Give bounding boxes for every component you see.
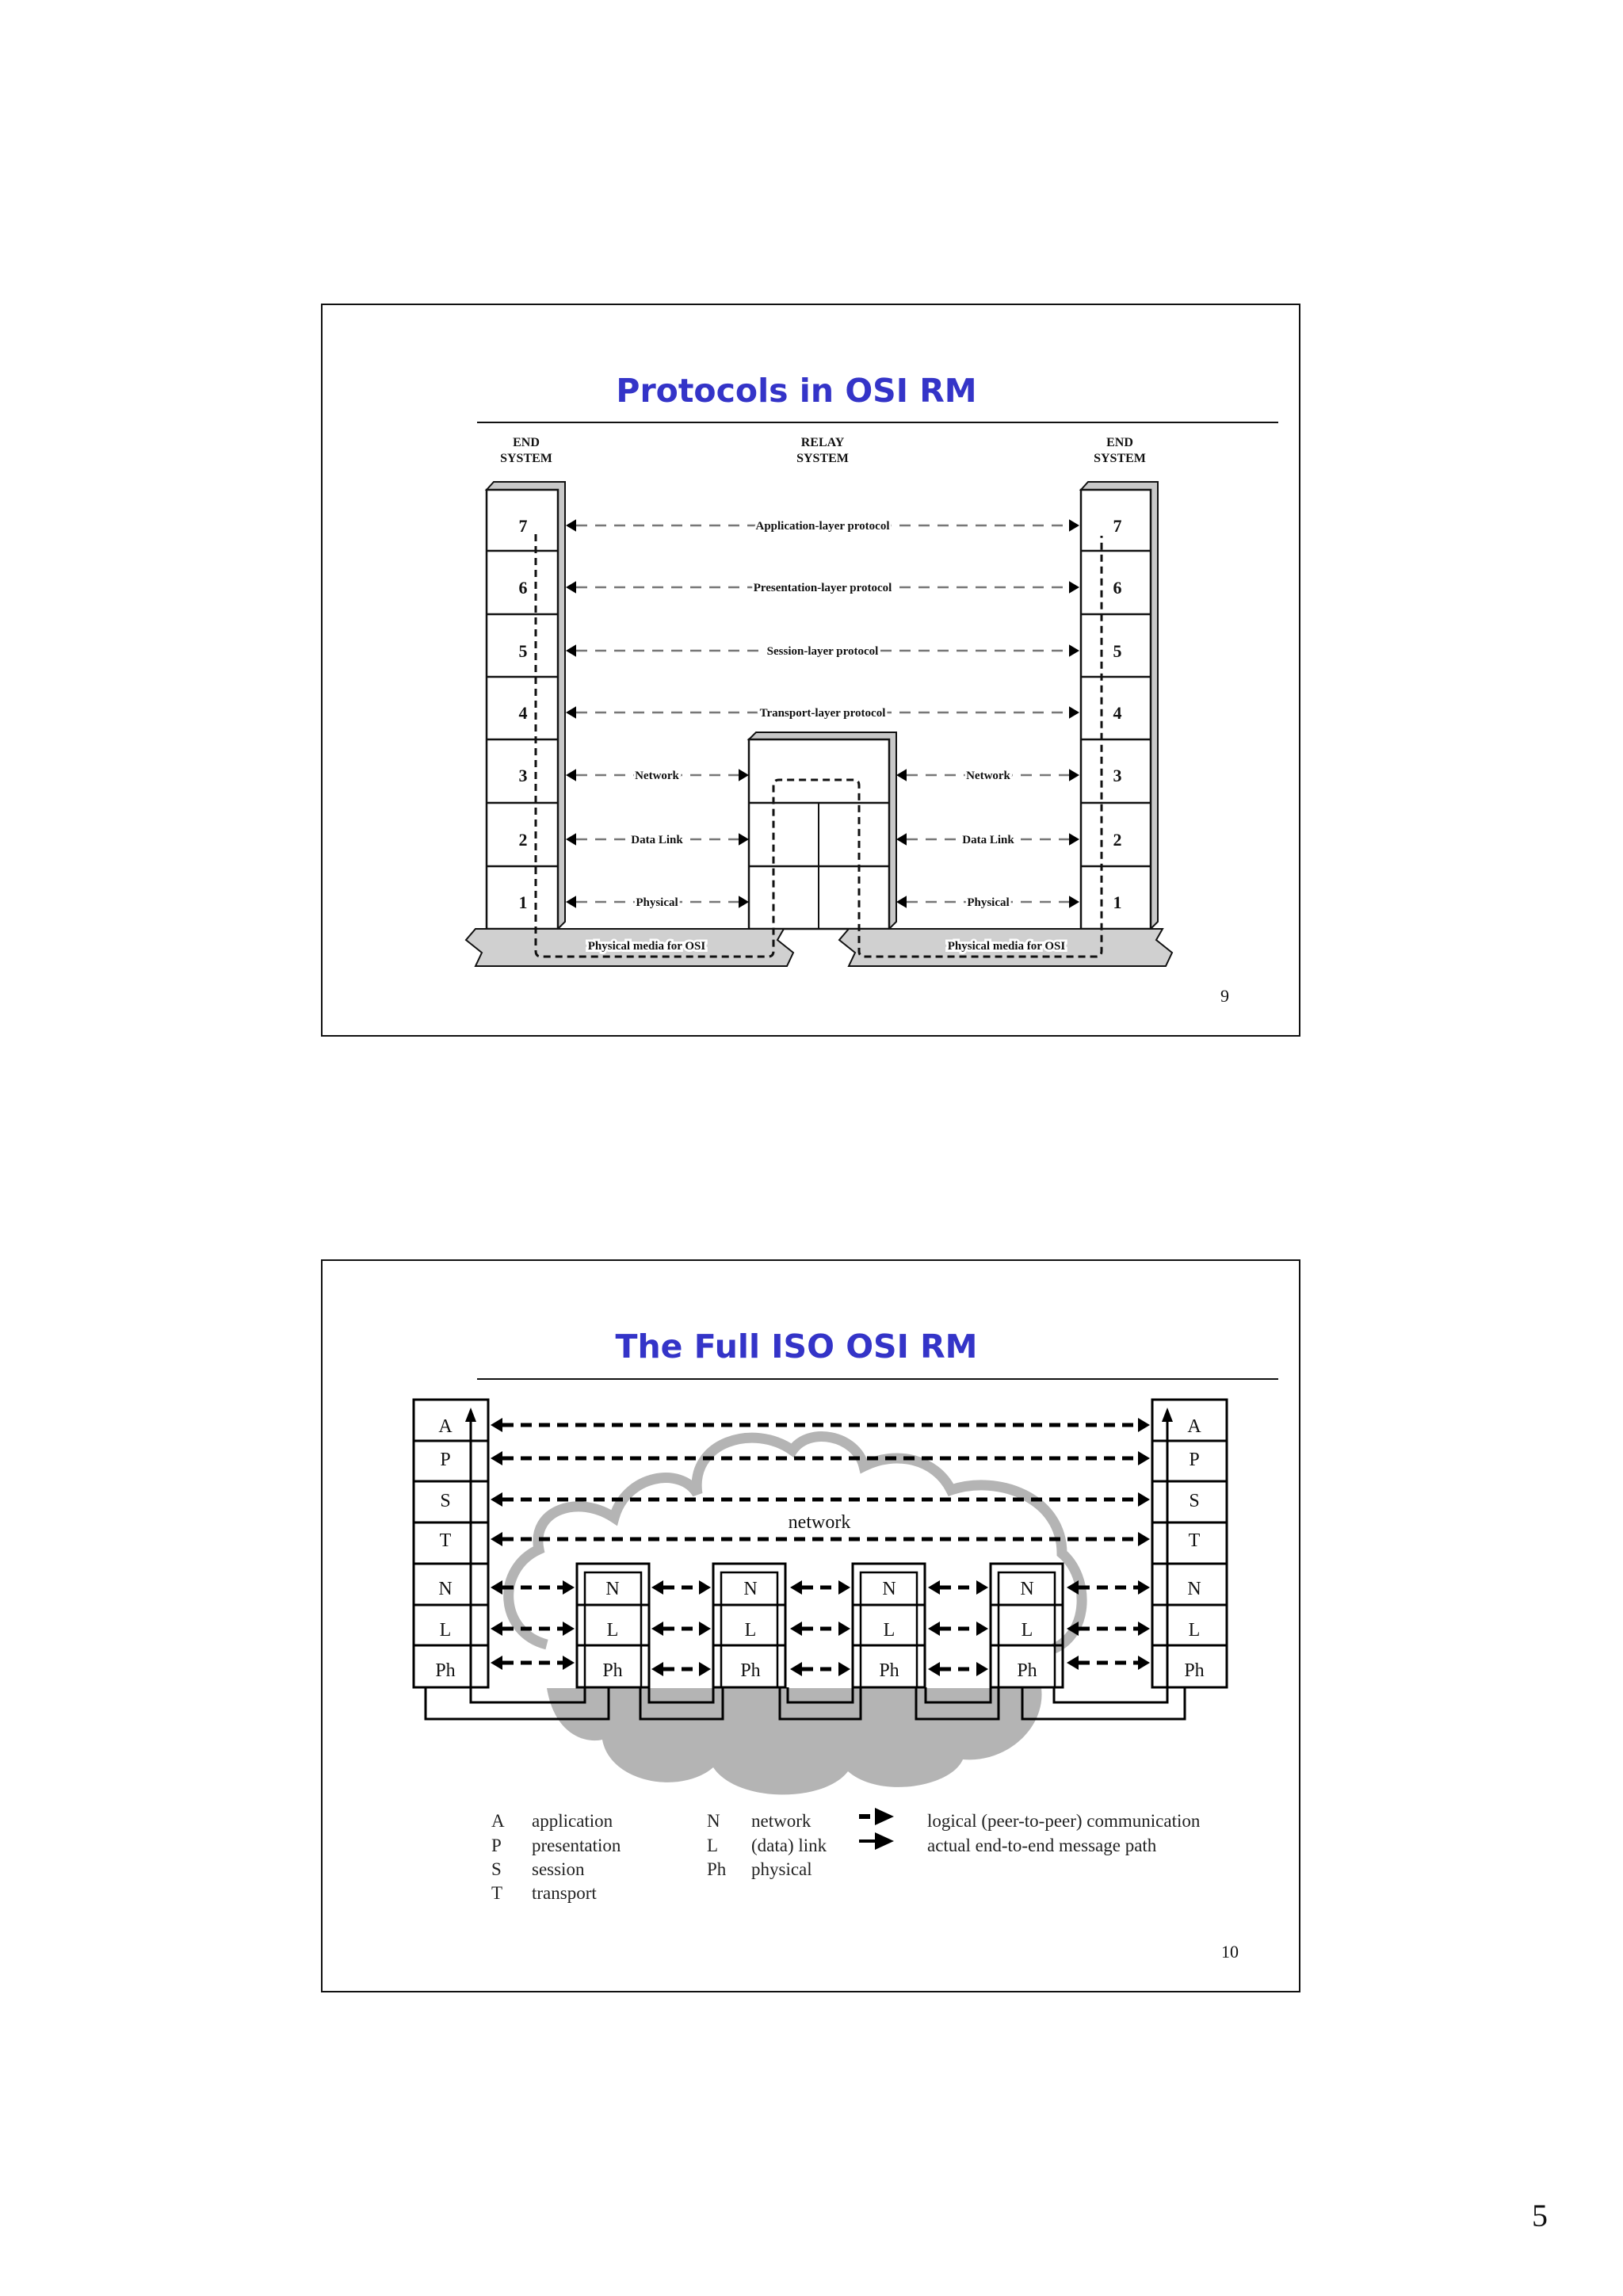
- arrowhead-left-icon: [896, 833, 907, 846]
- relay-protocol-label: Network: [635, 770, 679, 782]
- arrowhead-right-icon: [1138, 1622, 1150, 1636]
- arrowhead-right-icon: [838, 1580, 850, 1595]
- arrowhead-left-icon: [491, 1656, 502, 1670]
- layer-number: 1: [518, 892, 528, 912]
- arrowhead-left-icon: [566, 896, 576, 908]
- arrowhead-right-icon: [1138, 1532, 1150, 1546]
- arrowhead-left-icon: [566, 706, 576, 719]
- relay-protocol-label: Data Link: [631, 834, 683, 846]
- dashed-arrow-icon: [875, 1808, 894, 1825]
- arrowhead-left-icon: [491, 1622, 502, 1636]
- layer-number: 3: [1113, 766, 1122, 785]
- full-osi-network-diagram: [414, 1400, 1227, 1903]
- legend-key: Ph: [707, 1859, 727, 1879]
- left-end-system-label-1: END: [513, 436, 540, 449]
- arrowhead-right-icon: [739, 833, 749, 846]
- layer-letter: N: [438, 1579, 453, 1599]
- layer-letter: Ph: [1184, 1660, 1205, 1681]
- layer-number: 5: [1113, 641, 1122, 661]
- legend-value: presentation: [532, 1836, 621, 1855]
- legend-value: (data) link: [751, 1836, 827, 1855]
- arrowhead-left-icon: [491, 1418, 502, 1432]
- layer-letter: L: [1188, 1620, 1201, 1641]
- page-number: 5: [1532, 2198, 1548, 2233]
- arrowhead-right-icon: [699, 1580, 711, 1595]
- legend-value: physical: [751, 1859, 812, 1879]
- legend-value: session: [532, 1859, 585, 1879]
- right-end-system-label-2: SYSTEM: [1094, 452, 1146, 465]
- arrowhead-right-icon: [1138, 1451, 1150, 1465]
- layer-letter: Ph: [879, 1660, 899, 1681]
- arrowhead-left-icon: [566, 581, 576, 594]
- layer-letter: P: [440, 1450, 451, 1470]
- legend-value: actual end-to-end message path: [927, 1836, 1157, 1855]
- layer-number: 2: [518, 830, 528, 850]
- arrowhead-right-icon: [838, 1622, 850, 1636]
- legend-value: logical (peer-to-peer) communication: [927, 1811, 1201, 1831]
- arrowhead-right-icon: [1069, 896, 1079, 908]
- slide-number: 9: [1220, 986, 1229, 1006]
- arrowhead-right-icon: [739, 769, 749, 781]
- layer-number: 3: [518, 766, 528, 785]
- left-end-system-label-2: SYSTEM: [500, 452, 552, 465]
- arrowhead-left-icon: [790, 1580, 802, 1595]
- arrowhead-right-icon: [838, 1662, 850, 1676]
- layer-letter: L: [1021, 1620, 1033, 1641]
- arrowhead-left-icon: [928, 1662, 940, 1676]
- layer-letter: Ph: [740, 1660, 761, 1681]
- slide-number: 10: [1221, 1942, 1239, 1962]
- layer-number: 4: [1113, 703, 1122, 723]
- layer-letter: P: [1189, 1450, 1200, 1470]
- arrowhead-left-icon: [651, 1662, 663, 1676]
- right-end-system-label-1: END: [1106, 436, 1133, 449]
- legend-key: T: [491, 1883, 503, 1903]
- layer-letter: L: [606, 1620, 619, 1641]
- legend: [491, 1808, 1201, 1903]
- relay-protocol-label: Data Link: [962, 834, 1014, 846]
- arrowhead-left-icon: [790, 1622, 802, 1636]
- layer-letter: L: [439, 1620, 452, 1641]
- arrowhead-left-icon: [651, 1580, 663, 1595]
- legend-key: A: [491, 1811, 505, 1831]
- arrowhead-right-icon: [1069, 581, 1079, 594]
- arrowhead-left-icon: [1067, 1580, 1079, 1595]
- layer-letter: A: [1187, 1416, 1201, 1437]
- arrowhead-right-icon: [1069, 833, 1079, 846]
- arrowhead-left-icon: [896, 896, 907, 908]
- layer-letter: L: [744, 1620, 757, 1641]
- arrowhead-left-icon: [491, 1451, 502, 1465]
- message-path-line: [1054, 1687, 1167, 1702]
- arrowhead-right-icon: [1069, 519, 1079, 532]
- layer-letter: A: [438, 1416, 453, 1437]
- layer-letter: N: [743, 1579, 758, 1599]
- relay-protocol-label: Network: [966, 770, 1010, 782]
- arrowhead-left-icon: [566, 644, 576, 657]
- protocol-label: Session-layer protocol: [766, 645, 879, 658]
- arrowhead-left-icon: [928, 1622, 940, 1636]
- legend-key: N: [707, 1811, 720, 1831]
- network-cloud: [509, 1437, 1082, 1795]
- slide-title: The Full ISO OSI RM: [615, 1328, 978, 1366]
- layer-letter: N: [882, 1579, 896, 1599]
- arrowhead-left-icon: [790, 1662, 802, 1676]
- layer-letter: T: [439, 1530, 452, 1551]
- protocol-label: Presentation-layer protocol: [753, 582, 892, 594]
- protocol-label: Application-layer protocol: [755, 520, 890, 533]
- arrowhead-right-icon: [976, 1580, 988, 1595]
- layer-letter: T: [1188, 1530, 1201, 1551]
- layer-letter: Ph: [602, 1660, 623, 1681]
- arrowhead-left-icon: [566, 833, 576, 846]
- legend-key: S: [491, 1859, 502, 1879]
- arrowhead-right-icon: [1069, 706, 1079, 719]
- layer-letter: N: [1187, 1579, 1201, 1599]
- layer-letter: Ph: [1017, 1660, 1037, 1681]
- layer-number: 7: [518, 516, 528, 536]
- layer-letter: L: [883, 1620, 896, 1641]
- relay-system-label-1: RELAY: [800, 436, 845, 449]
- layer-number: 4: [518, 703, 528, 723]
- legend-value: application: [532, 1811, 613, 1831]
- arrowhead-left-icon: [1067, 1656, 1079, 1670]
- solid-arrow-icon: [875, 1832, 894, 1850]
- arrowhead-right-icon: [739, 896, 749, 908]
- layer-number: 6: [1113, 578, 1122, 598]
- osi-protocol-diagram: [466, 436, 1172, 966]
- arrowhead-left-icon: [491, 1532, 502, 1546]
- relay-protocol-label: Physical: [636, 896, 678, 909]
- relay-system-label-2: SYSTEM: [796, 452, 849, 465]
- network-label: network: [788, 1512, 851, 1533]
- arrowhead-right-icon: [699, 1662, 711, 1676]
- protocol-label: Transport-layer protocol: [759, 707, 886, 720]
- arrowhead-right-icon: [976, 1662, 988, 1676]
- legend-key: L: [707, 1836, 719, 1855]
- arrowhead-right-icon: [1138, 1492, 1150, 1507]
- relay-protocol-label: Physical: [967, 896, 1010, 909]
- arrowhead-left-icon: [651, 1622, 663, 1636]
- arrowhead-right-icon: [563, 1622, 575, 1636]
- arrowhead-left-icon: [491, 1580, 502, 1595]
- layer-letter: N: [605, 1579, 620, 1599]
- arrowhead-right-icon: [563, 1656, 575, 1670]
- layer-letter: S: [1189, 1491, 1200, 1511]
- layer-number: 1: [1113, 892, 1122, 912]
- network-cloud-outline: [509, 1437, 1082, 1648]
- layer-letter: N: [1020, 1579, 1034, 1599]
- arrowhead-right-icon: [1069, 644, 1079, 657]
- layer-number: 6: [518, 578, 528, 598]
- physical-media-label: Physical media for OSI: [947, 940, 1066, 953]
- layer-number: 2: [1113, 830, 1122, 850]
- layer-letter: S: [440, 1491, 451, 1511]
- arrowhead-left-icon: [896, 769, 907, 781]
- arrowhead-right-icon: [1069, 769, 1079, 781]
- arrowhead-left-icon: [491, 1492, 502, 1507]
- arrowhead-right-icon: [976, 1622, 988, 1636]
- layer-letter: Ph: [435, 1660, 456, 1681]
- arrowhead-right-icon: [1138, 1580, 1150, 1595]
- arrowhead-right-icon: [699, 1622, 711, 1636]
- layer-number: 7: [1113, 516, 1122, 536]
- legend-key: P: [491, 1836, 502, 1855]
- arrowhead-left-icon: [928, 1580, 940, 1595]
- arrowhead-left-icon: [566, 519, 576, 532]
- physical-media-label: Physical media for OSI: [587, 940, 706, 953]
- layer-number: 5: [518, 641, 528, 661]
- arrowhead-right-icon: [1138, 1418, 1150, 1432]
- legend-value: network: [751, 1811, 812, 1831]
- network-cloud-bottom: [547, 1688, 1041, 1794]
- legend-value: transport: [532, 1883, 597, 1903]
- arrowhead-right-icon: [1138, 1656, 1150, 1670]
- arrowhead-right-icon: [563, 1580, 575, 1595]
- arrowhead-left-icon: [566, 769, 576, 781]
- slide-title: Protocols in OSI RM: [616, 372, 977, 410]
